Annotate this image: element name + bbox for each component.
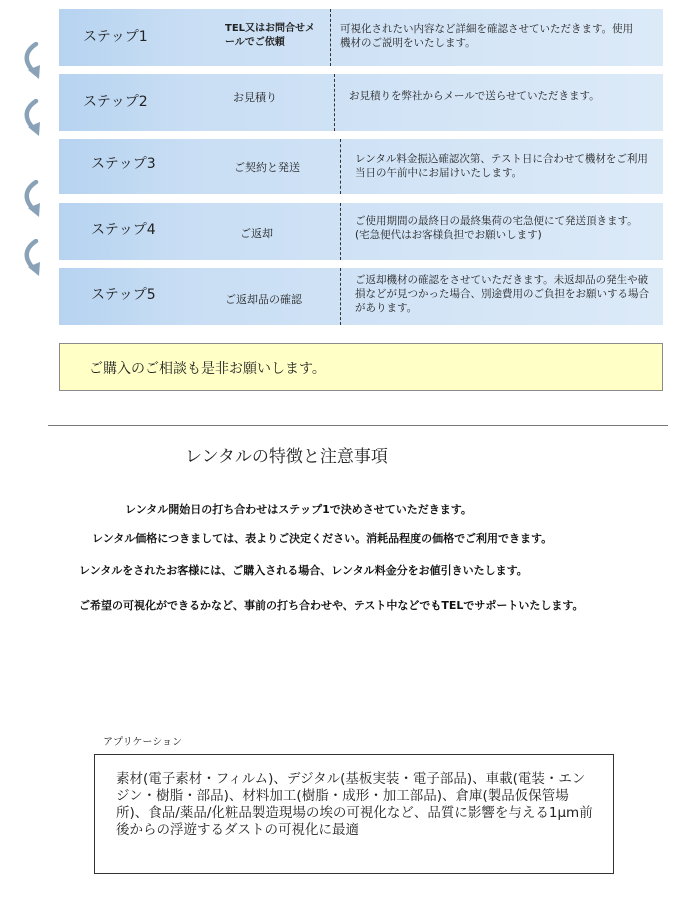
step-row-5: [59, 268, 663, 325]
section-divider: [48, 425, 668, 426]
step-task: ご契約と発送: [234, 161, 300, 174]
step-name: ステップ2: [83, 94, 148, 110]
feature-item: ご希望の可視化ができるかなど、事前の打ち合わせや、テスト中などでもTELでサポートいたします。: [79, 599, 584, 612]
feature-item: レンタル開始日の打ち合わせはステップ1で決めさせていただきます。: [125, 503, 472, 516]
step-row-4: [59, 203, 663, 260]
step-name: ステップ4: [91, 222, 156, 238]
step-row-3: [59, 139, 663, 194]
step-task: ご返却: [240, 227, 273, 240]
step-task: TEL又はお問合せメールでご依頼: [225, 23, 316, 48]
section-title: レンタルの特徴と注意事項: [185, 447, 388, 467]
step-description: ご返却機材の確認をさせていただきます。未返却品の発生や破損などが見つかった場合、別途費用のご負担をお願いする場合があります。: [355, 274, 649, 314]
feature-item: レンタルをされたお客様には、ご購入される場合、レンタル料金分をお値引きいたします。: [79, 564, 528, 577]
purchase-notice: [59, 343, 663, 391]
step-description: 可視化されたい内容など詳細を確認させていただきます。使用機材のご説明をいたします。: [340, 23, 634, 49]
curved-arrow-icon: [22, 99, 46, 139]
curved-arrow-icon: [22, 42, 46, 82]
step-row-2: [59, 74, 663, 131]
step-divider: [330, 9, 331, 66]
curved-arrow-icon: [22, 239, 46, 279]
step-task: お見積り: [233, 91, 277, 104]
notice-text: ご購入のご相談も是非お願いします。: [89, 361, 326, 377]
step-description: お見積りを弊社からメールで送らせていただきます。: [349, 90, 600, 102]
step-divider: [334, 74, 335, 131]
step-description: ご使用期間の最終日の最終集荷の宅急便にて発送頂きます。(宅急便代はお客様負担でお願いします): [355, 215, 638, 241]
step-divider: [340, 139, 341, 194]
step-row-1: [59, 9, 663, 66]
step-divider: [340, 268, 341, 325]
application-box: [94, 754, 614, 874]
curved-arrow-icon: [22, 180, 46, 220]
application-label: アプリケーション: [103, 737, 182, 748]
application-text: 素材(電子素材・フィルム)、デジタル(基板実装・電子部品)、車載(電装・エンジン・樹脂・部品)、材料加工(樹脂・成形・加工部品)、倉庫(製品仮保管場所)、食品/薬品/化粧品製造現場の埃の可視化など、品質に影響を与える1µm前後からの浮遊するダストの可視化に最適: [116, 771, 593, 838]
step-name: ステップ5: [91, 287, 156, 303]
step-description: レンタル料金振込確認次第、テスト日に合わせて機材をご利用当日の午前中にお届けいたします。: [355, 153, 648, 179]
feature-item: レンタル価格につきましては、表よりご決定ください。消耗品程度の価格でご利用できます。: [92, 532, 553, 545]
step-name: ステップ3: [91, 156, 156, 172]
step-name: ステップ1: [83, 29, 148, 45]
step-divider: [340, 203, 341, 260]
step-task: ご返却品の確認: [225, 293, 302, 306]
